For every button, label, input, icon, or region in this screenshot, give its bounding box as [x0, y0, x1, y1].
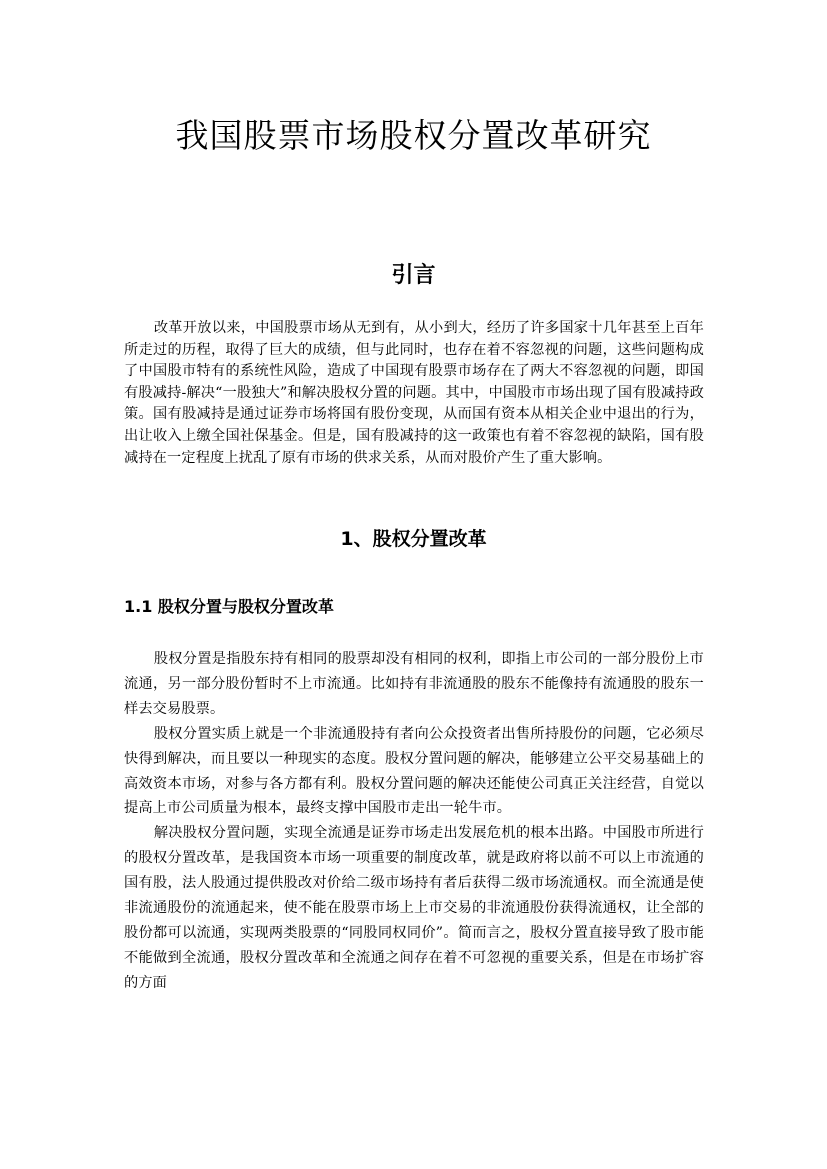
body-paragraph: 股权分置是指股东持有相同的股票却没有相同的权利，即指上市公司的一部分股份上市流通，另一部分股份暂时不上市流通。比如持有非流通股的股东不能像持有流通股的股东一样去交易股票。: [124, 651, 704, 717]
body-paragraph: 解决股权分置问题，实现全流通是证券市场走出发展危机的根本出路。中国股市所进行的股权分置改革，是我国资本市场一项重要的制度改革，就是政府将以前不可以上市流通的国有股，法人股通过提供股改对价给二级市场持有者后获得二级市场流通权。而全流通是使非流通股份的流通起来，使不能在股票市场上上市交易的非流通股份获得流通权，让全部的股份都可以流通，实现两类股票的“同股同权同价”。简而言之，股权分置直接导致了股市能不能做到全流通，股权分置改革和全流通之间存在着不可忽视的重要关系，但是在市场扩容的方面: [124, 825, 704, 991]
body-paragraph: 股权分置实质上就是一个非流通股持有者向公众投资者出售所持股份的问题，它必须尽快得到解决，而且要以一种现实的态度。股权分置问题的解决，能够建立公平交易基础上的高效资本市场，对参与各方都有利。股权分置问题的解决还能使公司真正关注经营，自觉以提高上市公司质量为根本，最终支撑中国股市走出一轮牛市。: [124, 725, 704, 817]
document-title: 我国股票市场股权分置改革研究: [175, 116, 652, 155]
subsection-1-1-heading: 1.1 股权分置与股权分置改革: [124, 597, 334, 616]
intro-paragraph: 改革开放以来，中国股票市场从无到有，从小到大，经历了许多国家十几年甚至上百年所走过的历程，取得了巨大的成绩，但与此同时，也存在着不容忽视的问题，这些问题构成了中国股市特有的系统性风险，造成了中国现有股票市场存在了两大不容忽视的问题，即国有股减持-解决“一股独大”和解决股权分置的问题。其中，中国股市市场出现了国有股减持政策。国有股减持是通过证券市场将国有股份变现，从而国有资本从相关企业中退出的行为，出让收入上缴全国社保基金。但是，国有股减持的这一政策也有着不容忽视的缺陷，国有股减持在一定程度上扰乱了原有市场的供求关系，从而对股价产生了重大影响。: [124, 320, 704, 466]
section-1-1-body: [124, 647, 704, 996]
intro-section: [124, 318, 704, 469]
intro-heading: 引言: [391, 263, 436, 288]
section-1-heading: 1、股权分置改革: [340, 528, 487, 550]
